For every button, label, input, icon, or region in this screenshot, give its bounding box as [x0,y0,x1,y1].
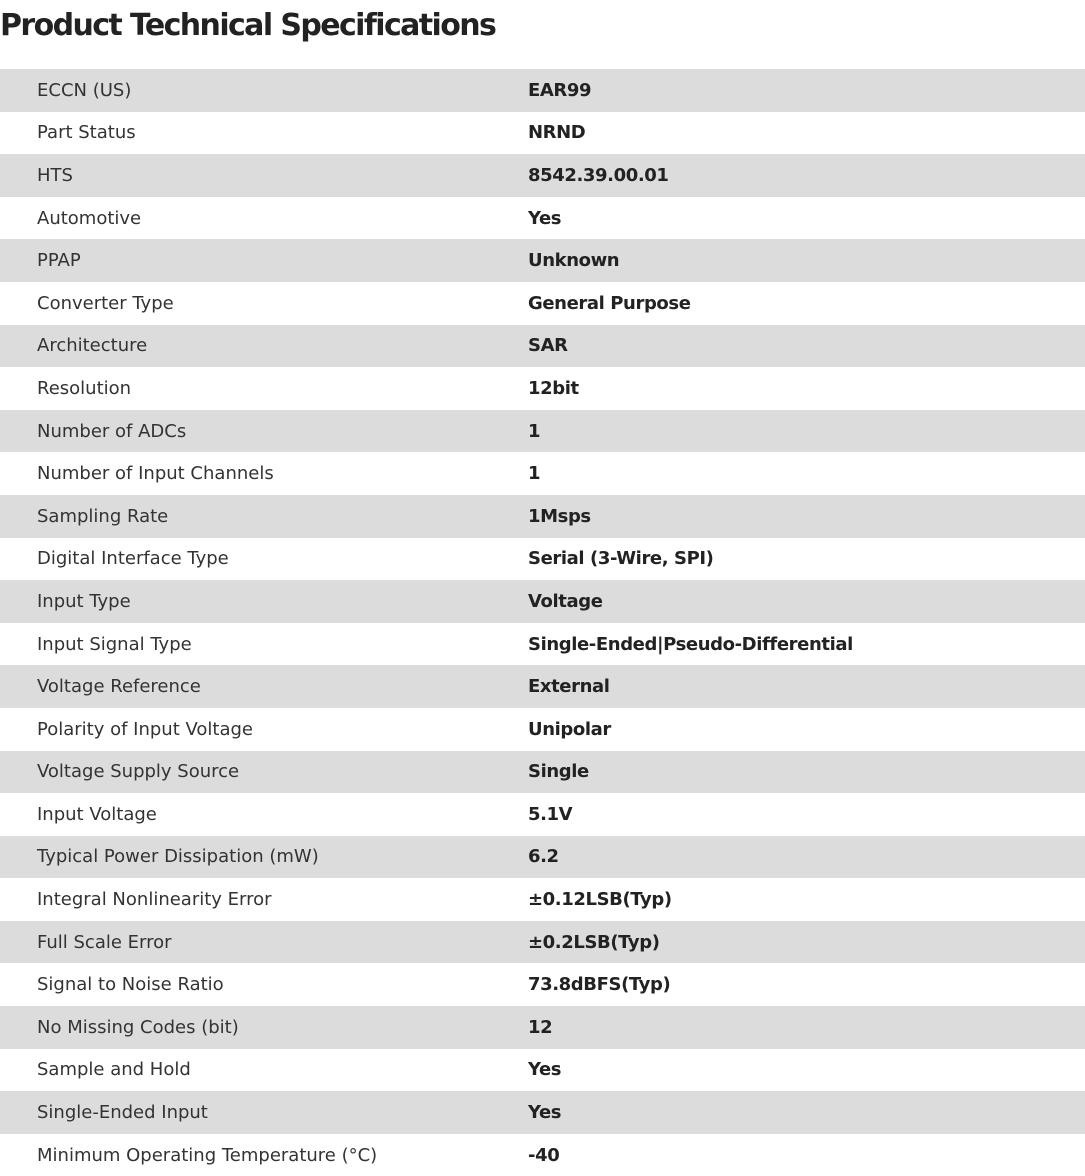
spec-label: Input Signal Type [37,633,192,655]
spec-value: Single [528,761,589,783]
spec-value: NRND [528,122,586,144]
spec-value: 1 [528,463,541,485]
spec-row [0,580,1085,623]
spec-label: Converter Type [37,292,174,314]
spec-row [0,452,1085,495]
spec-row [0,69,1085,112]
spec-label: HTS [37,164,73,186]
spec-value: 12 [528,1016,553,1038]
spec-label: Sampling Rate [37,505,169,527]
page-title: Product Technical Specifications [0,8,496,43]
spec-label: No Missing Codes (bit) [37,1016,239,1038]
spec-table [0,69,1085,1176]
spec-value: 1 [528,420,541,442]
spec-value: Yes [528,207,562,229]
spec-value: Unipolar [528,718,611,740]
spec-value: Unknown [528,250,620,272]
spec-value: Serial (3-Wire, SPI) [528,548,714,570]
spec-value: 5.1V [528,803,573,825]
spec-value: -40 [528,1144,560,1166]
spec-value: 73.8dBFS(Typ) [528,974,671,996]
spec-label: Voltage Supply Source [37,761,240,783]
spec-row [0,197,1085,240]
spec-label: Integral Nonlinearity Error [37,889,272,911]
spec-label: Voltage Reference [37,676,201,698]
spec-value: 6.2 [528,846,559,868]
spec-label: Polarity of Input Voltage [37,718,254,740]
spec-label: Signal to Noise Ratio [37,974,224,996]
spec-row [0,878,1085,921]
spec-label: Digital Interface Type [37,548,229,570]
spec-label: Number of ADCs [37,420,187,442]
spec-value: 1Msps [528,505,591,527]
spec-value: General Purpose [528,292,691,314]
spec-row [0,495,1085,538]
spec-row [0,836,1085,879]
spec-label: Input Voltage [37,803,157,825]
spec-label: Automotive [37,207,142,229]
spec-label: ECCN (US) [37,79,132,101]
spec-value: 12bit [528,377,579,399]
spec-value: Yes [528,1102,562,1124]
spec-value: Single-Ended|Pseudo-Differential [528,633,853,655]
spec-label: Single-Ended Input [37,1102,208,1124]
spec-row [0,325,1085,368]
spec-row [0,921,1085,964]
spec-label: Sample and Hold [37,1059,191,1081]
spec-value: Yes [528,1059,562,1081]
spec-label: Minimum Operating Temperature (°C) [37,1144,378,1166]
spec-row [0,793,1085,836]
spec-row [0,239,1085,282]
spec-value: Voltage [528,590,603,612]
spec-row [0,282,1085,325]
spec-row [0,751,1085,794]
spec-value: External [528,676,610,698]
spec-row [0,1134,1085,1176]
spec-label: Architecture [37,335,148,357]
spec-row [0,665,1085,708]
spec-value: ±0.2LSB(Typ) [528,931,660,953]
spec-value: EAR99 [528,79,592,101]
spec-label: Number of Input Channels [37,463,274,485]
spec-label: Input Type [37,590,131,612]
spec-row [0,1091,1085,1134]
spec-label: Full Scale Error [37,931,172,953]
spec-label: Resolution [37,377,132,399]
spec-row [0,1006,1085,1049]
spec-label: Typical Power Dissipation (mW) [37,846,319,868]
spec-row [0,623,1085,666]
spec-row [0,367,1085,410]
spec-row [0,963,1085,1006]
spec-row [0,112,1085,155]
spec-label: PPAP [37,250,81,272]
spec-row [0,410,1085,453]
spec-value: ±0.12LSB(Typ) [528,889,672,911]
spec-value: 8542.39.00.01 [528,164,669,186]
spec-row [0,154,1085,197]
spec-label: Part Status [37,122,136,144]
spec-value: SAR [528,335,568,357]
spec-row [0,1049,1085,1092]
spec-row [0,538,1085,581]
spec-row [0,708,1085,751]
